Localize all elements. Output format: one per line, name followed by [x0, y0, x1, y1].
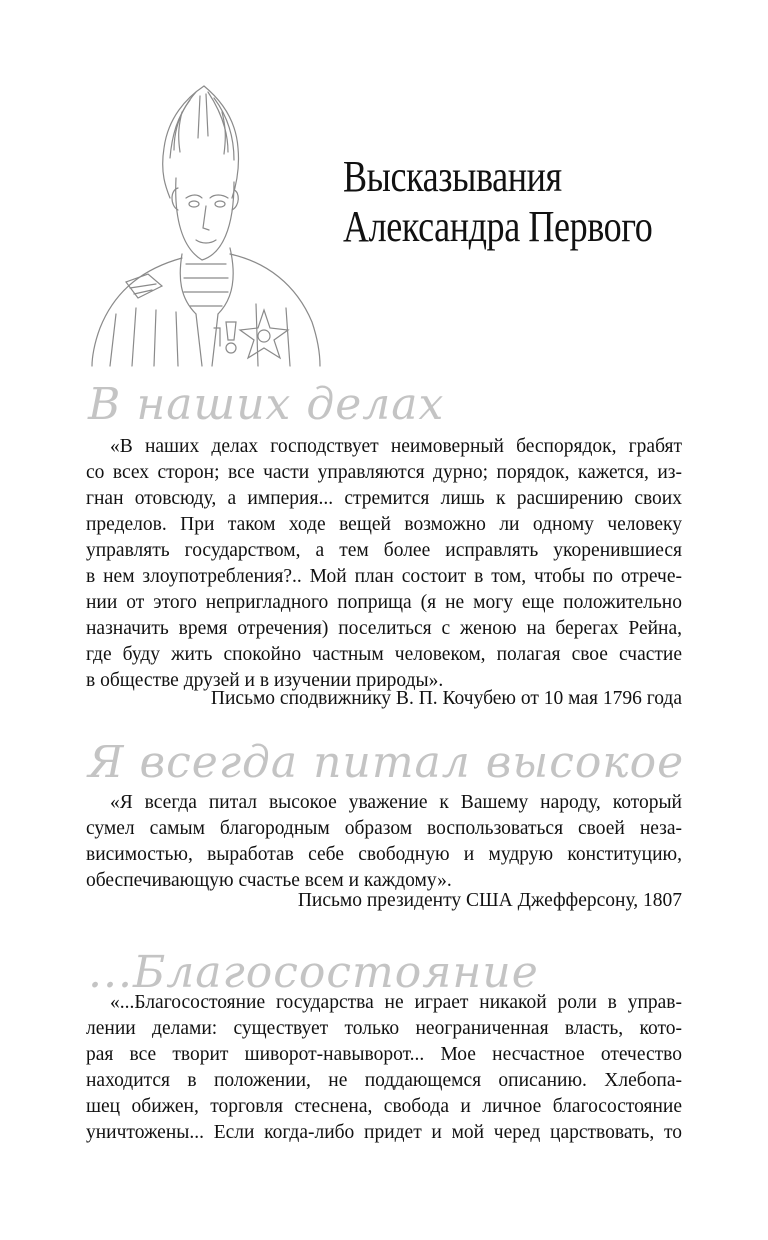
text-line: где буду жить спокойно частным человеком, полагая свое счастие [86, 644, 682, 665]
text-line: находится в положении, не поддающемся описанию. Хлебопа- [86, 1070, 682, 1091]
quote-paragraph-2 [86, 790, 682, 894]
quote-source-2: Письмо президенту США Джефферсону, 1807 [297, 890, 682, 911]
text-line: назначить время отречения) поселиться с женою на берегах Рейна, [86, 618, 682, 639]
text-line: в обществе друзей и в изучении природы». [86, 670, 444, 691]
section-heading-1: В наших делах [88, 379, 445, 430]
page-title [343, 152, 652, 252]
text-line: со всех сторон; все части управляются дурно; порядок, кажется, из- [86, 462, 682, 483]
text-line: висимостью, выработав себе свободную и мудрую конституцию, [86, 844, 682, 865]
section-heading-3: ...Благосостояние [88, 947, 539, 998]
text-line: управлять государством, а тем более исправлять укоренившиеся [86, 540, 682, 561]
title-line-2: Александра Первого [343, 202, 653, 251]
text-line: обеспечивающую счастье всем и каждому». [86, 870, 452, 891]
section-heading-2: Я всегда питал высокое [88, 737, 685, 788]
portrait-engraving-icon [86, 78, 326, 368]
text-line: уничтожены... Если когда-либо придет и мой черед царствовать, то [86, 1122, 682, 1143]
text-line: пределов. При таком ходе вещей возможно ли одному человеку [86, 514, 682, 535]
text-line: шец обижен, торговля стеснена, свобода и личное благосостояние [86, 1096, 682, 1117]
text-line: «Я всегда питал высокое уважение к Вашему народу, который [110, 792, 682, 813]
text-line: «В наших делах господствует неимоверный беспорядок, грабят [110, 436, 682, 457]
text-line: сумел самым благородным образом воспользоваться своей неза- [86, 818, 682, 839]
title-line-1: Высказывания [343, 152, 562, 201]
text-line: лении делами: существует только неограниченная власть, кото- [86, 1018, 682, 1039]
text-line: гнан отовсюду, а империя... стремится лишь к расширению своих [86, 488, 682, 509]
quote-paragraph-1 [86, 434, 682, 694]
quote-source-1: Письмо сподвижнику В. П. Кочубею от 10 мая 1796 года [210, 688, 682, 709]
text-line: нии от этого непригладного поприща (я не могу еще положительно [86, 592, 682, 613]
quote-paragraph-3 [86, 990, 682, 1146]
text-line: рая все творит шиворот-навыворот... Мое несчастное отечество [86, 1044, 682, 1065]
text-line: «...Благосостояние государства не играет никакой роли в управ- [110, 992, 682, 1013]
text-line: в нем злоупотребления?.. Мой план состоит в том, чтобы по отрече- [86, 566, 682, 587]
